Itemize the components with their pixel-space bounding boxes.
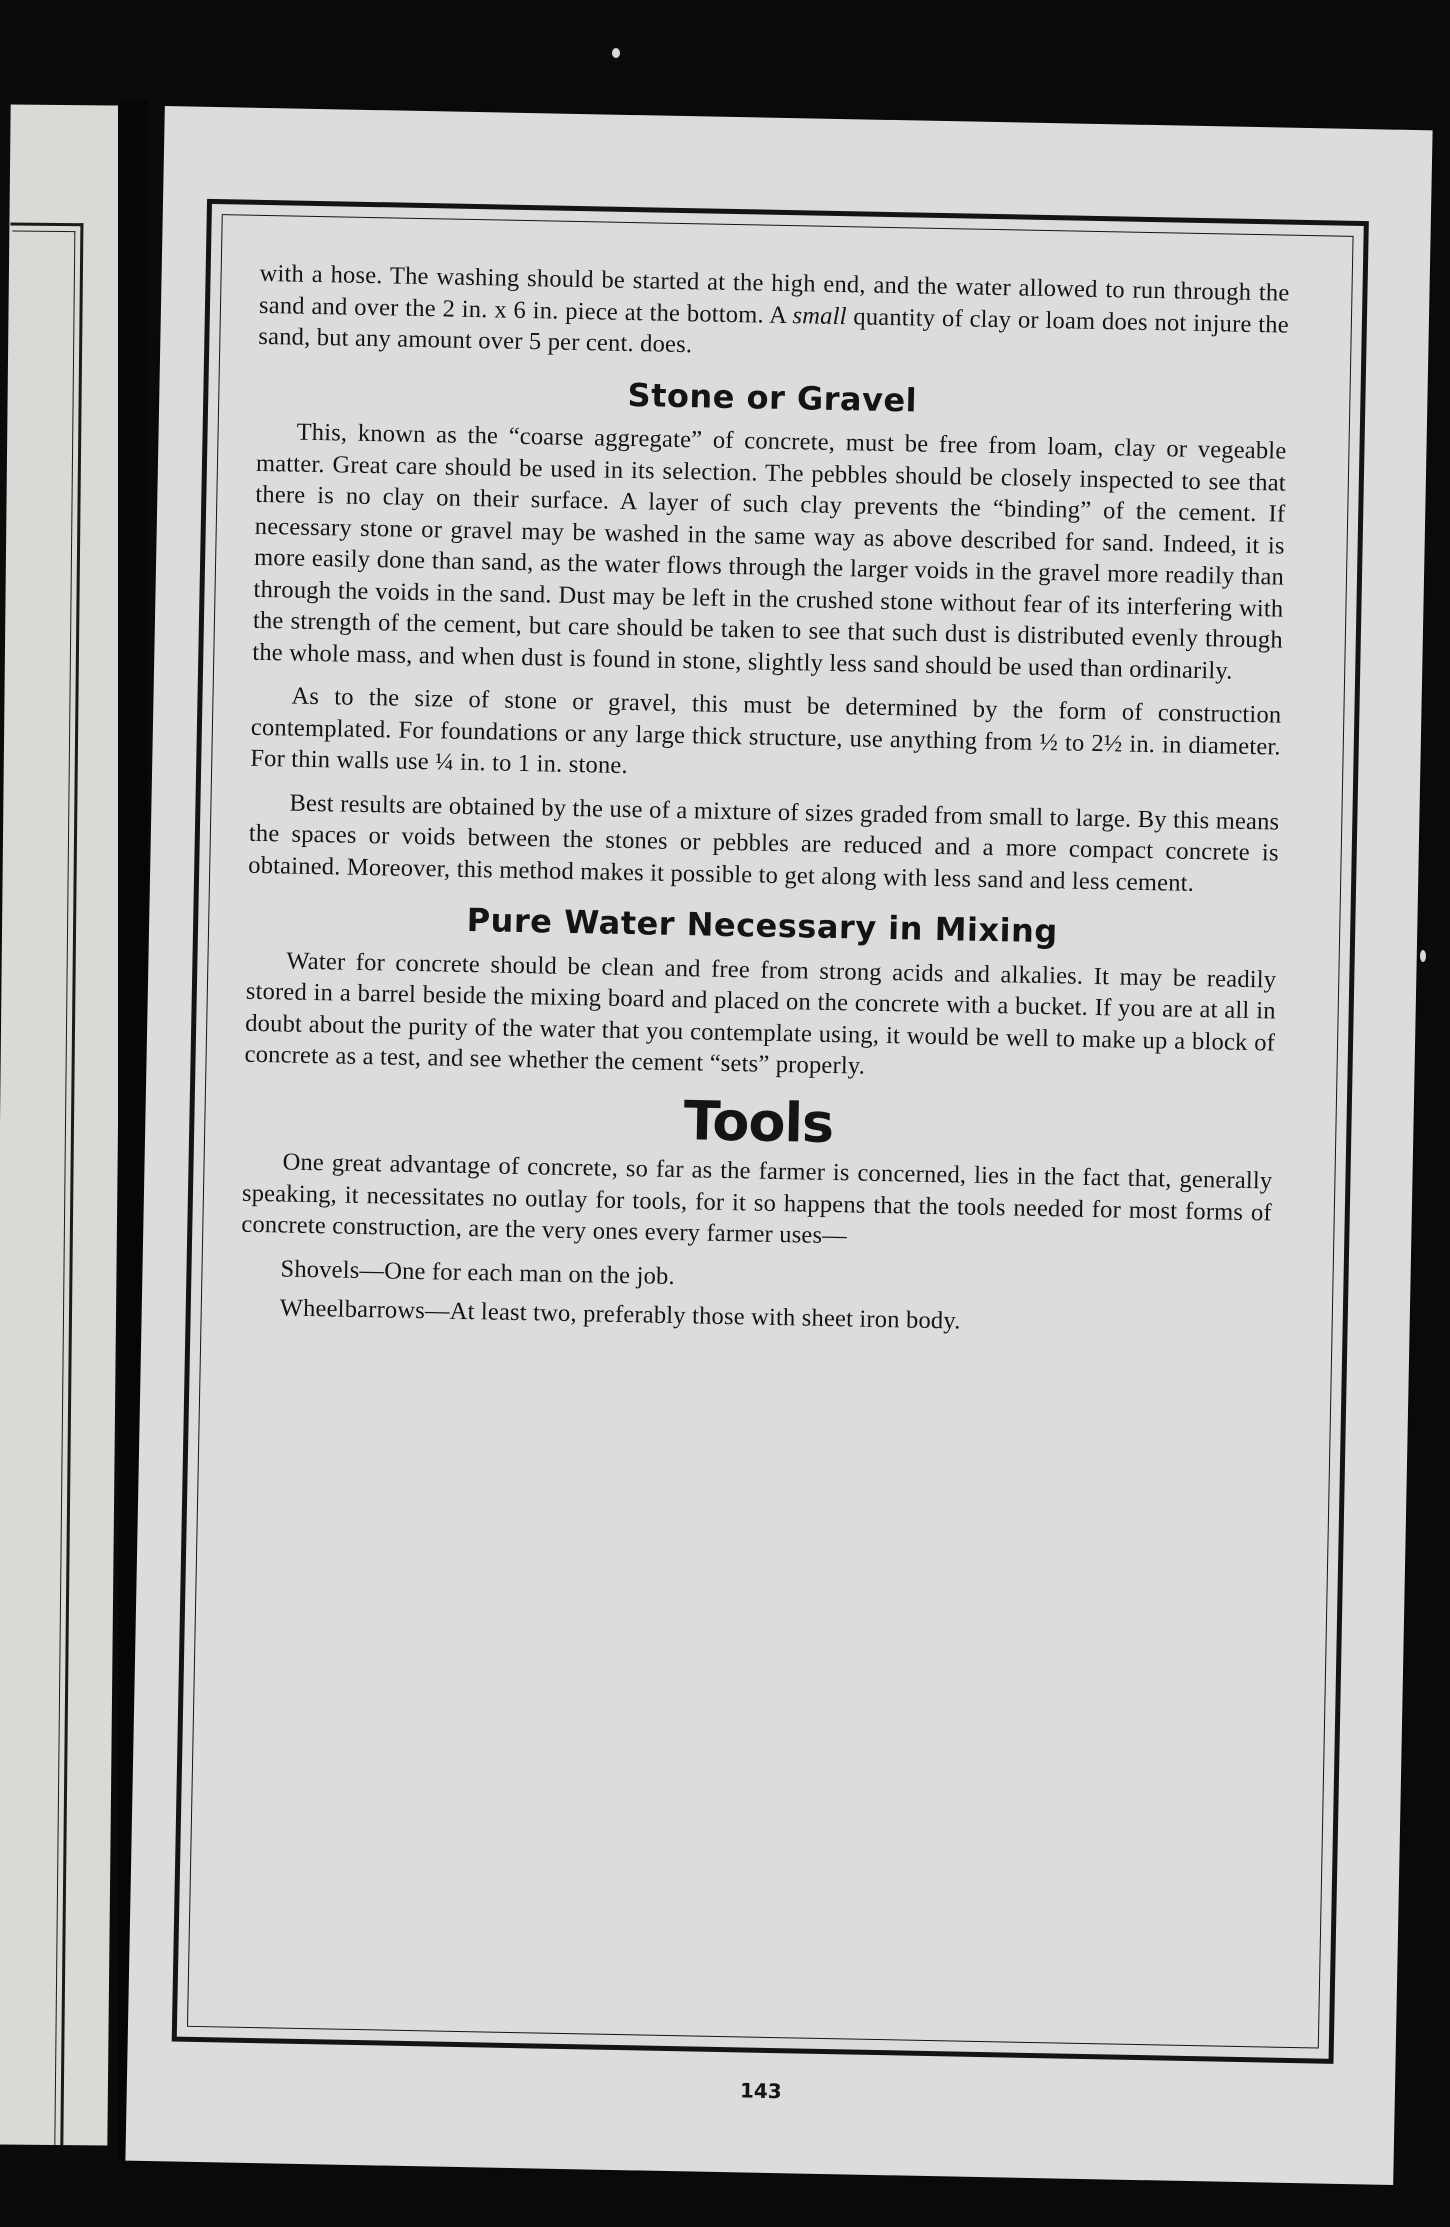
previous-page-edge [0,104,129,2145]
intro-paragraph [258,258,1290,372]
heading-tools: Tools [683,1088,834,1155]
list-item-wheelbarrows: Wheelbarrows—At least two, preferably those with sheet iron body. [279,1294,961,1335]
paragraph-tools: One great advantage of concrete, so far as the farmer is concerned, lies in the fact that, generally speaking, it necessitates no outlay for tools, for it so happens that the tools needed for most forms of concrete construction, are the very ones every farmer uses— [241,1148,1273,1250]
intro-emphasis: small [792,301,847,330]
dust-speck [1420,950,1426,962]
heading-pure-water: Pure Water Necessary in Mixing [466,900,1059,951]
paragraph-coarse-aggregate: This, known as the “coarse aggregate” of concrete, must be free from loam, clay or vegeable matter. Great care should be used in its selection. The pebbles should be closely inspected to see that there is no clay on their surface. A layer of such clay prevents the “binding” of the cement. If necessary stone or gravel may be washed in the same way as above described for sand. Indeed, it is more easily done than sand, as the water flows through the larger voids in the gravel more readily than through the voids in the sand. Dust may be left in the crushed stone without fear of its interfering with the strength of the cement, but care should be taken to see that such dust is distributed evenly through the whole mass, and when dust is found in stone, slightly less sand should be used than ordinarily. [252,418,1287,685]
paragraph-water: Water for concrete should be clean and free from strong acids and alkalies. It may be readily stored in a barrel beside the mixing board and placed on the concrete with a bucket. If you are at all in doubt about the purity of the water that you contemplate using, it would be well to make up a block of concrete as a test, and see whether the cement “sets” properly. [244,947,1277,1080]
dust-speck [612,48,620,58]
intro-text: with a hose. The washing should be started at the high end, and the water allowed to run through the sand and over the 2 in. x 6 in. piece at the bottom. A [258,259,1290,329]
book-page [125,106,1432,2185]
paragraph-mixture-sizes: Best results are obtained by the use of a mixture of sizes graded from small to large. By this means the spaces or voids between the stones or pebbles are reduced and a more compact concrete is obtained. Moreover, this method makes it possible to get along with less sand and less cement. [248,789,1280,897]
list-item-shovels: Shovels—One for each man on the job. [280,1254,676,1290]
page-number: 143 [739,2078,782,2104]
intro-text-end: quantity of clay or loam does not injure the sand, but any amount over 5 per cent. does. [258,302,1290,359]
heading-stone-or-gravel: Stone or Gravel [627,375,918,420]
page-content [239,258,1289,1351]
paragraph-stone-size: As to the size of stone or gravel, this must be determined by the form of construction contemplated. For foundations or any large thick structure, use anything from ½ to 2½ in. in diameter. For thin walls use ¼ in. to 1 in. stone. [250,682,1282,780]
